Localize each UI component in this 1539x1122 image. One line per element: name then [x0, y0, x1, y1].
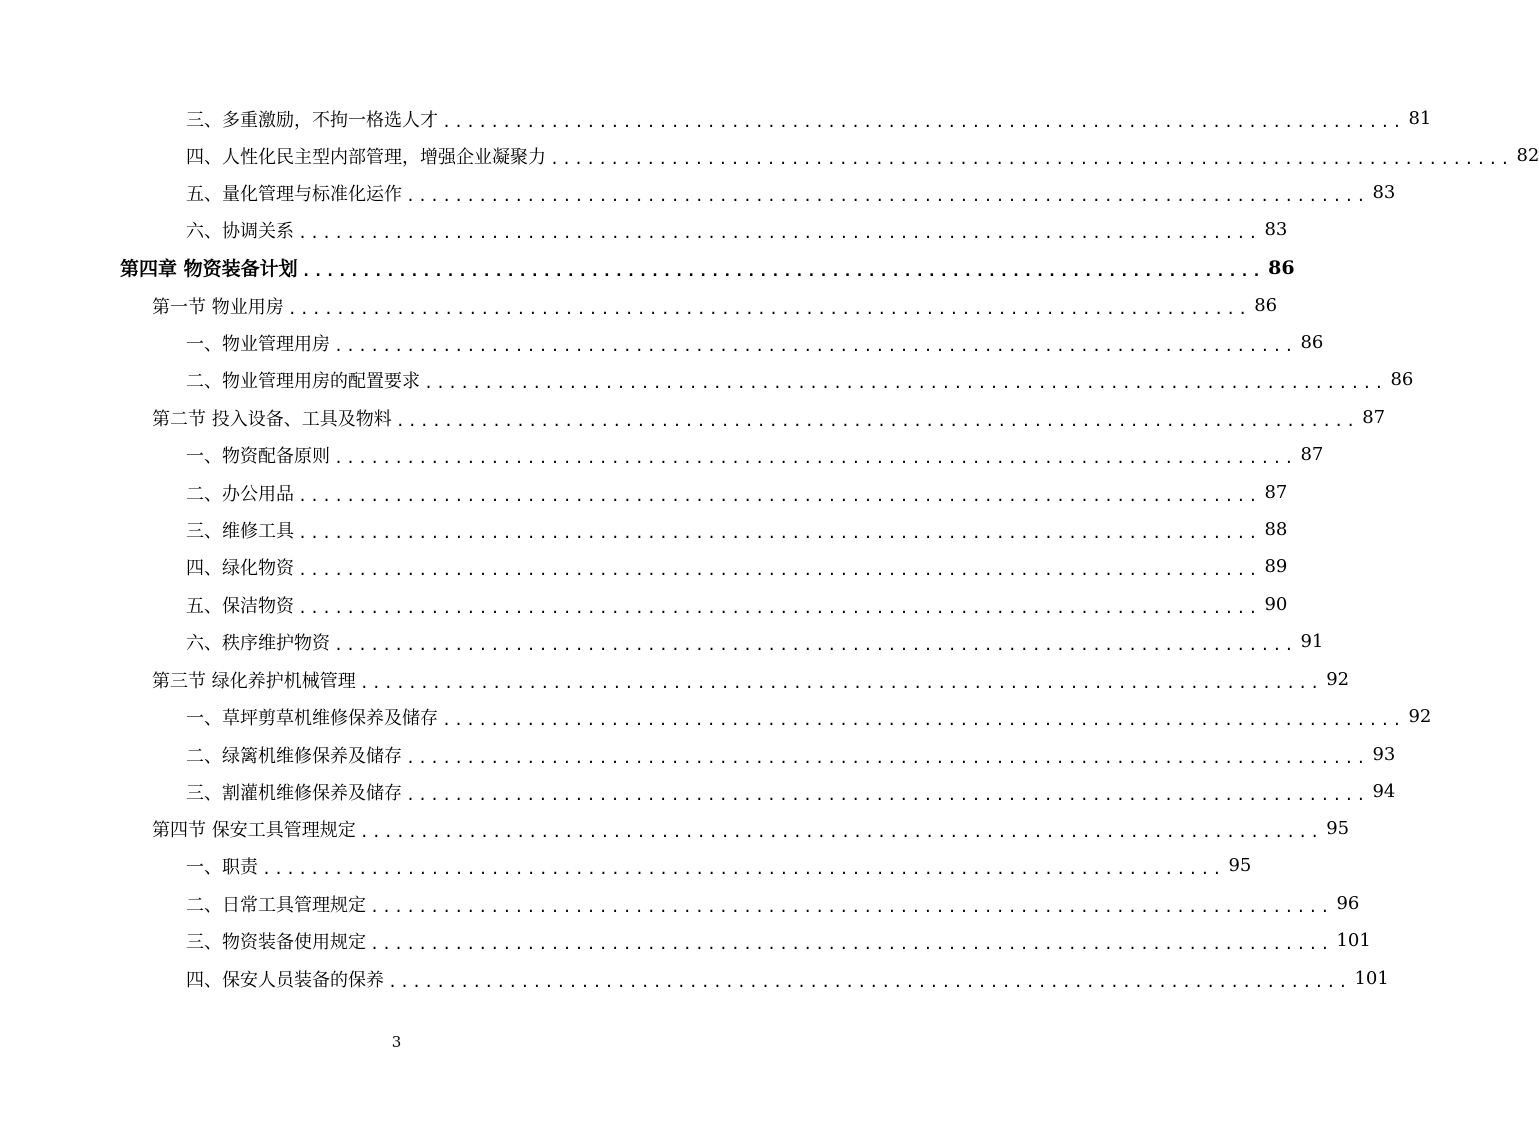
toc-entry-title: 六、秩序维护物资	[186, 632, 330, 654]
toc-leader-dots: ................................................................................	[406, 785, 1369, 804]
toc-leader-dots: ................................................................................	[359, 673, 1323, 692]
toc-entry[interactable]	[186, 847, 1252, 884]
toc-entry-title: 第四章 物资装备计划	[120, 258, 298, 280]
toc-entry-title: 二、绿篱机维修保养及储存	[186, 745, 402, 767]
toc-entry-title: 四、人性化民主型内部管理，增强企业凝聚力	[186, 146, 546, 168]
toc-leader-dots: ................................................................................	[406, 748, 1369, 767]
toc-leader-dots: ................................................................................	[370, 897, 1333, 916]
toc-entry-title: 第一节 物业用房	[152, 296, 284, 318]
toc-entry[interactable]	[186, 436, 1324, 473]
toc-entry-page: 96	[1336, 893, 1360, 914]
toc-entry-title: 三、割灌机维修保养及储存	[186, 782, 402, 804]
toc-section-entry[interactable]	[152, 661, 1350, 698]
toc-entry-page: 87	[1300, 444, 1324, 465]
toc-entry-title: 二、办公用品	[186, 483, 294, 505]
toc-entry-page: 91	[1300, 631, 1324, 652]
toc-leader-dots: ................................................................................	[370, 934, 1333, 953]
toc-leader-dots: ................................................................................	[298, 560, 1261, 579]
toc-entry-page: 95	[1326, 818, 1350, 839]
toc-leader-dots: ................................................................................	[388, 972, 1351, 991]
toc-entry[interactable]	[186, 623, 1324, 660]
toc-entry-page: 81	[1408, 108, 1432, 129]
toc-entry-page: 94	[1372, 781, 1396, 802]
toc-entry[interactable]	[186, 511, 1288, 548]
toc-leader-dots: ................................................................................	[550, 149, 1513, 168]
toc-section-entry[interactable]	[152, 810, 1350, 847]
toc-entry-page: 86	[1254, 295, 1278, 316]
toc-entry-title: 三、物资装备使用规定	[186, 931, 366, 953]
toc-entry-page: 89	[1264, 556, 1288, 577]
page-number: 3	[391, 1033, 402, 1051]
toc-chapter-entry[interactable]	[120, 249, 1295, 286]
toc-leader-dots: ................................................................................	[442, 112, 1405, 131]
toc-entry[interactable]	[186, 885, 1360, 922]
toc-entry-page: 101	[1354, 968, 1389, 989]
toc-leader-dots: ................................................................................	[334, 635, 1297, 654]
toc-leader-dots: ................................................................................	[442, 710, 1405, 729]
toc-section-entry[interactable]	[152, 399, 1386, 436]
toc-entry[interactable]	[186, 100, 1432, 137]
toc-leader-dots: ................................................................................	[287, 299, 1251, 318]
toc-entry-title: 四、保安人员装备的保养	[186, 969, 384, 991]
toc-leader-dots: ................................................................................	[424, 373, 1387, 392]
toc-entry-title: 三、维修工具	[186, 520, 294, 542]
toc-entry-title: 第二节 投入设备、工具及物料	[152, 408, 392, 430]
toc-entry[interactable]	[186, 736, 1396, 773]
toc-leader-dots: ................................................................................	[298, 523, 1261, 542]
toc-leader-dots: ................................................................................	[359, 822, 1323, 841]
toc-entry-title: 一、职责	[186, 856, 258, 878]
toc-entry-page: 90	[1264, 594, 1288, 615]
toc-entry[interactable]	[186, 174, 1396, 211]
toc-entry[interactable]	[186, 548, 1288, 585]
toc-leader-dots: ................................................................................	[298, 223, 1261, 242]
toc-entry-title: 二、物业管理用房的配置要求	[186, 370, 420, 392]
toc-entry-page: 92	[1326, 669, 1350, 690]
toc-leader-dots: ................................................................................	[262, 859, 1225, 878]
toc-entry[interactable]	[186, 361, 1414, 398]
toc-entry[interactable]	[186, 474, 1288, 511]
toc-leader-dots: ................................................................................	[406, 186, 1369, 205]
toc-entry-title: 五、量化管理与标准化运作	[186, 183, 402, 205]
toc-entry-title: 第四节 保安工具管理规定	[152, 819, 356, 841]
toc-entry[interactable]	[186, 922, 1371, 959]
toc-leader-dots: ................................................................................	[298, 486, 1261, 505]
toc-entry-page: 87	[1362, 407, 1386, 428]
toc-entry[interactable]	[186, 698, 1432, 735]
toc-entry[interactable]	[186, 137, 1539, 174]
toc-entry-page: 83	[1264, 219, 1288, 240]
toc-entry-title: 四、绿化物资	[186, 557, 294, 579]
toc-leader-dots: ................................................................................	[334, 336, 1297, 355]
toc-entry[interactable]	[186, 586, 1288, 623]
toc-entry-page: 87	[1264, 482, 1288, 503]
toc-section-entry[interactable]	[152, 287, 1278, 324]
toc-entry-title: 六、协调关系	[186, 220, 294, 242]
toc-entry-page: 95	[1228, 855, 1252, 876]
toc-leader-dots: ................................................................................	[395, 411, 1359, 430]
toc-entry-page: 92	[1408, 706, 1432, 727]
toc-entry-page: 86	[1268, 256, 1295, 279]
toc-leader-dots: ................................................................................	[301, 261, 1265, 280]
toc-entry-title: 二、日常工具管理规定	[186, 894, 366, 916]
toc-entry-title: 一、物资配备原则	[186, 445, 330, 467]
toc-entry-page: 88	[1264, 519, 1288, 540]
toc-entry-title: 一、草坪剪草机维修保养及储存	[186, 707, 438, 729]
toc-entry[interactable]	[186, 773, 1396, 810]
toc-entry-page: 93	[1372, 744, 1396, 765]
toc-entry-page: 101	[1336, 930, 1371, 951]
toc-entry[interactable]	[186, 960, 1389, 997]
toc-entry-title: 第三节 绿化养护机械管理	[152, 670, 356, 692]
toc-leader-dots: ................................................................................	[334, 448, 1297, 467]
toc-entry-page: 86	[1390, 369, 1414, 390]
toc-entry[interactable]	[186, 324, 1324, 361]
toc-entry-title: 五、保洁物资	[186, 595, 294, 617]
toc-entry-page: 83	[1372, 182, 1396, 203]
toc-leader-dots: ................................................................................	[298, 598, 1261, 617]
toc-entry-page: 86	[1300, 332, 1324, 353]
toc-entry-title: 一、物业管理用房	[186, 333, 330, 355]
toc-entry-title: 三、多重激励，不拘一格选人才	[186, 109, 438, 131]
toc-entry[interactable]	[186, 211, 1288, 248]
toc-entry-page: 82	[1516, 145, 1539, 166]
